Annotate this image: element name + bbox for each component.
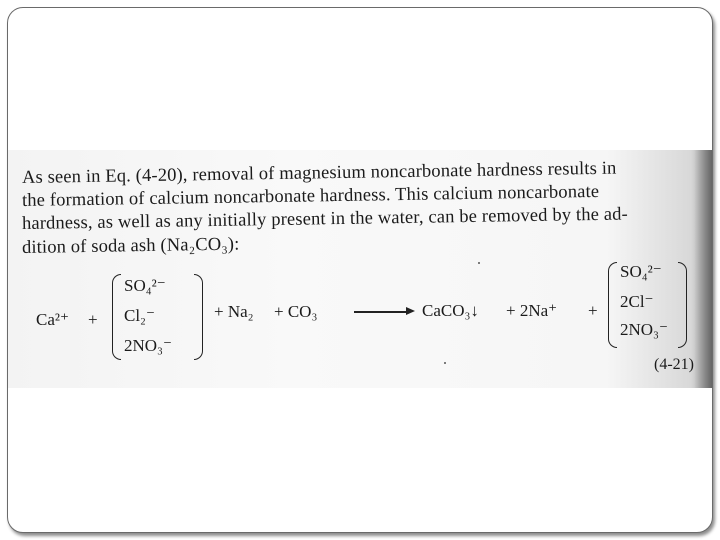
equation-number: (4-21)	[654, 356, 694, 373]
paragraph-line-1: As seen in Eq. (4-20), removal of magnesium noncarbonate hardness results in	[21, 158, 617, 188]
ca-ion: Ca²⁺	[36, 310, 69, 329]
right-brace	[608, 262, 617, 348]
paragraph-line-4: dition of soda ash (Na₂CO₃):	[21, 234, 240, 258]
scan-shadow-edge	[694, 150, 712, 388]
reaction-arrow	[354, 311, 408, 313]
right-group-closing-brace	[678, 262, 687, 348]
caco3-product: CaCO₃↓	[422, 301, 479, 320]
lhs-group-item: Cl₂⁻	[124, 306, 155, 325]
rhs-group-item: 2NO₃⁻	[620, 320, 668, 339]
co3-term: + CO₃	[274, 302, 318, 321]
reaction-arrow-head	[406, 307, 415, 315]
left-group-closing-brace	[194, 274, 203, 360]
na2-term: + Na₂	[214, 302, 254, 321]
paragraph-line-2: the formation of calcium noncarbonate hardness. This calcium noncarbonate	[21, 181, 600, 211]
na-product: + 2Na⁺	[506, 301, 558, 320]
left-brace	[112, 274, 121, 360]
plus-sign: +	[88, 310, 98, 329]
paragraph-line-3: hardness, as well as any initially present in the water, can be removed by the ad-	[21, 204, 629, 234]
lhs-group-item: 2NO₃⁻	[124, 336, 172, 355]
lhs-group-item: SO₄²⁻	[124, 276, 166, 295]
scan-speck	[444, 362, 446, 364]
rhs-group-item: 2Cl⁻	[620, 292, 654, 311]
scan-speck	[478, 262, 480, 264]
plus-sign: +	[588, 301, 598, 320]
scanned-textbook-excerpt	[8, 150, 712, 388]
rhs-group-item: SO₄²⁻	[620, 262, 662, 281]
